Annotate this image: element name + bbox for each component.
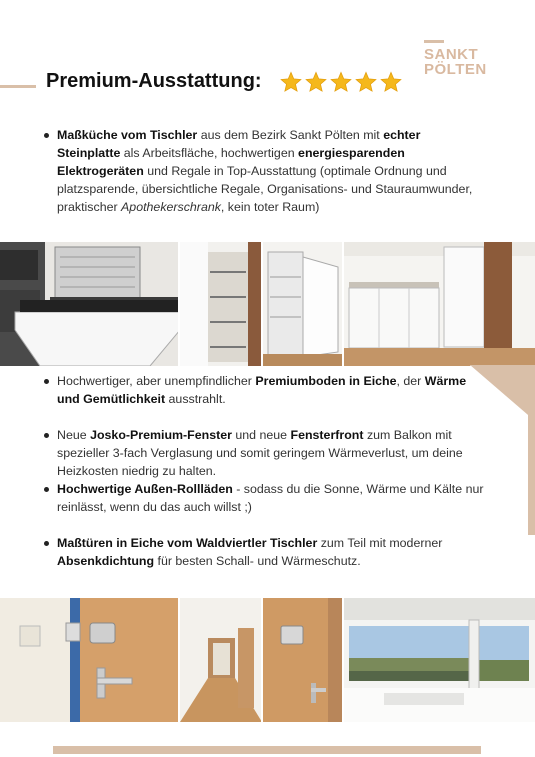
body-text: , der xyxy=(396,374,425,388)
body-text: zum Balkon mit spezieller 3-fach Verglasung und somit geringem Wärmeverlust, um deine Heizkosten niedrig zu halten. xyxy=(57,428,463,478)
bold-text: energiesparenden Elektrogeräten xyxy=(57,146,405,178)
bold-text: Fensterfront xyxy=(290,428,364,442)
photo-pull-out-shelf xyxy=(180,242,261,366)
bold-text: Josko-Premium-Fenster xyxy=(90,428,232,442)
photo-balcony-windows xyxy=(344,598,535,722)
bold-text: Absenkdichtung xyxy=(57,554,155,568)
italic-text: Apothekerschrank xyxy=(121,200,221,214)
star-rating xyxy=(280,71,402,93)
photo-strip-doors-windows xyxy=(0,598,535,722)
bold-text: Maßküche vom Tischler xyxy=(57,128,198,142)
body-text: aus dem Bezirk Sankt Pölten mit xyxy=(197,128,384,142)
list-item xyxy=(42,126,482,216)
logo xyxy=(424,40,494,77)
logo-line-2: PÖLTEN xyxy=(424,61,487,78)
body-text: und neue xyxy=(231,428,291,442)
body-text: für besten Schall- und Wärmeschutz. xyxy=(154,554,361,568)
body-text: , kein toter Raum) xyxy=(220,200,320,214)
photo-door-handle xyxy=(0,598,178,722)
bold-text: Hochwertige Außen-Rollläden xyxy=(57,482,233,496)
photo-dishwasher xyxy=(0,242,178,366)
star-icon xyxy=(380,71,402,93)
list-item xyxy=(42,372,487,408)
body-text: zum Teil mit moderner xyxy=(317,536,443,550)
photo-hallway xyxy=(180,598,261,722)
bold-text: Premiumboden in Eiche xyxy=(255,374,397,388)
list-item xyxy=(42,426,487,480)
body-text: als Arbeitsfläche, hochwertigen xyxy=(120,146,299,160)
body-text: und Regale in Top-Ausstattung (optimale Ordnung und platzsparende, übersichtliche Regale, Organisations- und Stauraumwunder, praktischer xyxy=(57,164,473,214)
body-text: Hochwertiger, aber unempfindlicher xyxy=(57,374,256,388)
feature-list-apartment xyxy=(42,372,487,570)
body-text: ausstrahlt. xyxy=(165,392,226,406)
logo-line-1: SANKT xyxy=(424,46,479,63)
bold-text: Maßtüren in Eiche vom Waldviertler Tischler xyxy=(57,536,318,550)
star-icon xyxy=(355,71,377,93)
star-icon xyxy=(305,71,327,93)
list-item xyxy=(42,534,487,570)
logo-accent-bar xyxy=(424,40,444,43)
feature-list-kitchen xyxy=(42,126,482,216)
heading-accent-rule xyxy=(0,85,36,88)
list-item xyxy=(42,480,487,516)
bold-text: Wärme und Gemütlichkeit xyxy=(57,374,467,406)
bold-text: echter Steinplatte xyxy=(57,128,421,160)
star-icon xyxy=(280,71,302,93)
star-icon xyxy=(330,71,352,93)
photo-door-lock xyxy=(263,598,342,722)
photo-kitchen-overview xyxy=(344,242,535,366)
photo-strip-kitchen xyxy=(0,242,535,366)
page-title: Premium-Ausstattung: xyxy=(46,70,262,92)
footer-accent-rule xyxy=(53,746,481,754)
body-text: - sodass du die Sonne, Wärme und Kälte nur reinlässt, wenn du das auch willst ;) xyxy=(57,482,484,514)
body-text: Neue xyxy=(57,428,91,442)
photo-fridge xyxy=(263,242,342,366)
